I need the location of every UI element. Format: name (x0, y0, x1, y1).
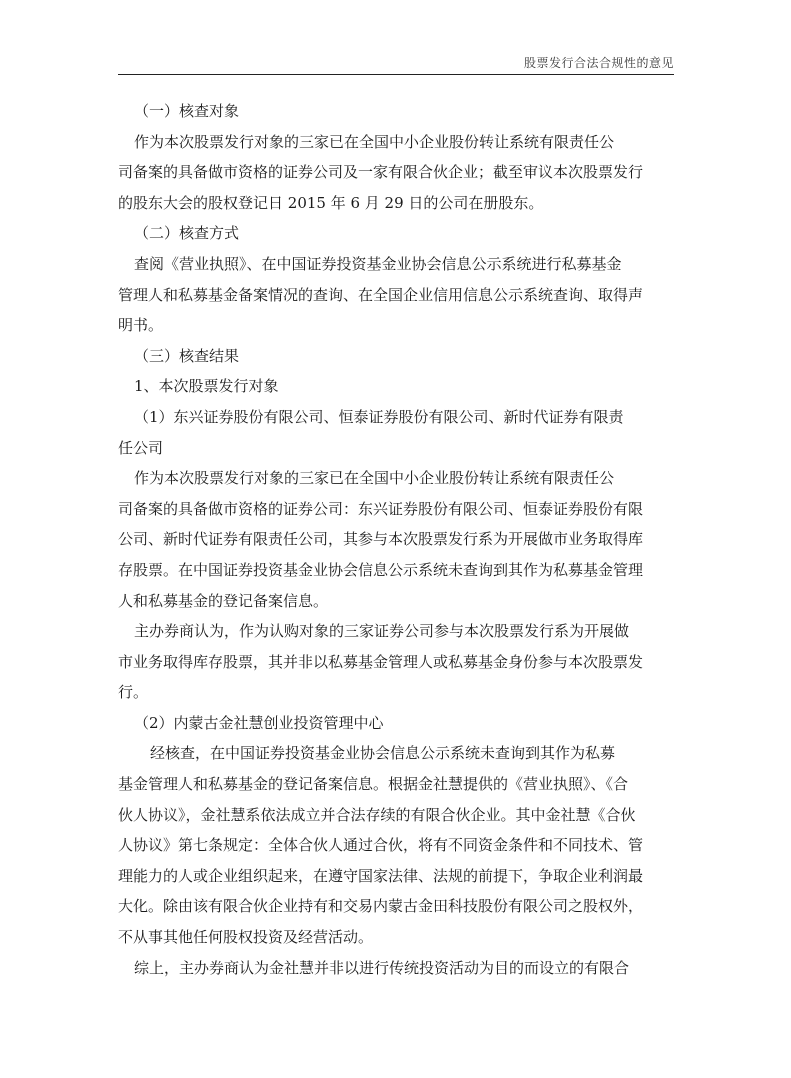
paragraph-line: 1、本次股票发行对象 (134, 377, 279, 396)
page-header (118, 52, 674, 75)
paragraph-line: 主办券商认为，作为认购对象的三家证券公司参与本次股票发行系为开展做 (134, 622, 630, 641)
paragraph-line: 的股东大会的股权登记日 2015 年 6 月 29 日的公司在册股东。 (118, 193, 544, 212)
paragraph-line: 任公司 (118, 438, 164, 457)
paragraph-line: 人协议》第七条规定：全体合伙人通过合伙，将有不同资金条件和不同技术、管 (118, 836, 644, 855)
paragraph-line: 明书。 (118, 316, 164, 335)
paragraph-line: 伙人协议》，金社慧系依法成立并合法存续的有限合伙企业。其中金社慧《合伙 (118, 805, 636, 824)
paragraph-line: 作为本次股票发行对象的三家已在全国中小企业股份转让系统有限责任公 (134, 132, 615, 151)
document-body (118, 96, 674, 983)
paragraph-line: 行。 (118, 683, 149, 702)
header-title: 股票发行合法合规性的意见 (523, 56, 674, 70)
paragraph-line: 人和私募基金的登记备案信息。 (118, 591, 329, 610)
paragraph-line: 查阅《营业执照》、在中国证券投资基金业协会信息公示系统进行私募基金 (134, 254, 622, 273)
paragraph-line: 司备案的具备做市资格的证券公司：东兴证券股份有限公司、恒泰证券股份有限 (118, 499, 644, 518)
paragraph-line: （一）核查对象 (134, 102, 240, 120)
paragraph-line: 管理人和私募基金备案情况的查询、在全国企业信用信息公示系统查询、取得声 (118, 285, 644, 304)
paragraph-line: 司备案的具备做市资格的证券公司及一家有限合伙企业；截至审议本次股票发行 (118, 163, 644, 182)
paragraph-line: 理能力的人或企业组织起来，在遵守国家法律、法规的前提下，争取企业利润最 (118, 866, 644, 885)
paragraph-line: 基金管理人和私募基金的登记备案信息。根据金社慧提供的《营业执照》、《合 (118, 775, 629, 794)
paragraph-line: 市业务取得库存股票，其并非以私募基金管理人或私募基金身份参与本次股票发 (118, 652, 644, 671)
paragraph-line: （二）核查方式 (134, 224, 240, 243)
paragraph-line: （2）内蒙古金社慧创业投资管理中心 (134, 713, 384, 732)
paragraph-line: 存股票。在中国证券投资基金业协会信息公示系统未查询到其作为私募基金管理 (118, 560, 644, 579)
paragraph-line: 不从事其他任何股权投资及经营活动。 (118, 928, 374, 947)
paragraph-line: 大化。除由该有限合伙企业持有和交易内蒙古金田科技股份有限公司之股权外， (118, 897, 644, 916)
paragraph-line: 综上，主办券商认为金社慧并非以进行传统投资活动为目的而设立的有限合 (134, 958, 630, 977)
paragraph-line: （1）东兴证券股份有限公司、恒泰证券股份有限公司、新时代证券有限责 (134, 407, 624, 426)
paragraph-line: 公司、新时代证券有限责任公司，其参与本次股票发行系为开展做市业务取得库 (118, 530, 644, 549)
paragraph-line: （三）核查结果 (134, 346, 240, 365)
paragraph-line: 作为本次股票发行对象的三家已在全国中小企业股份转让系统有限责任公 (134, 469, 615, 488)
paragraph-line: 经核查，在中国证券投资基金业协会信息公示系统未查询到其作为私募 (150, 744, 616, 763)
